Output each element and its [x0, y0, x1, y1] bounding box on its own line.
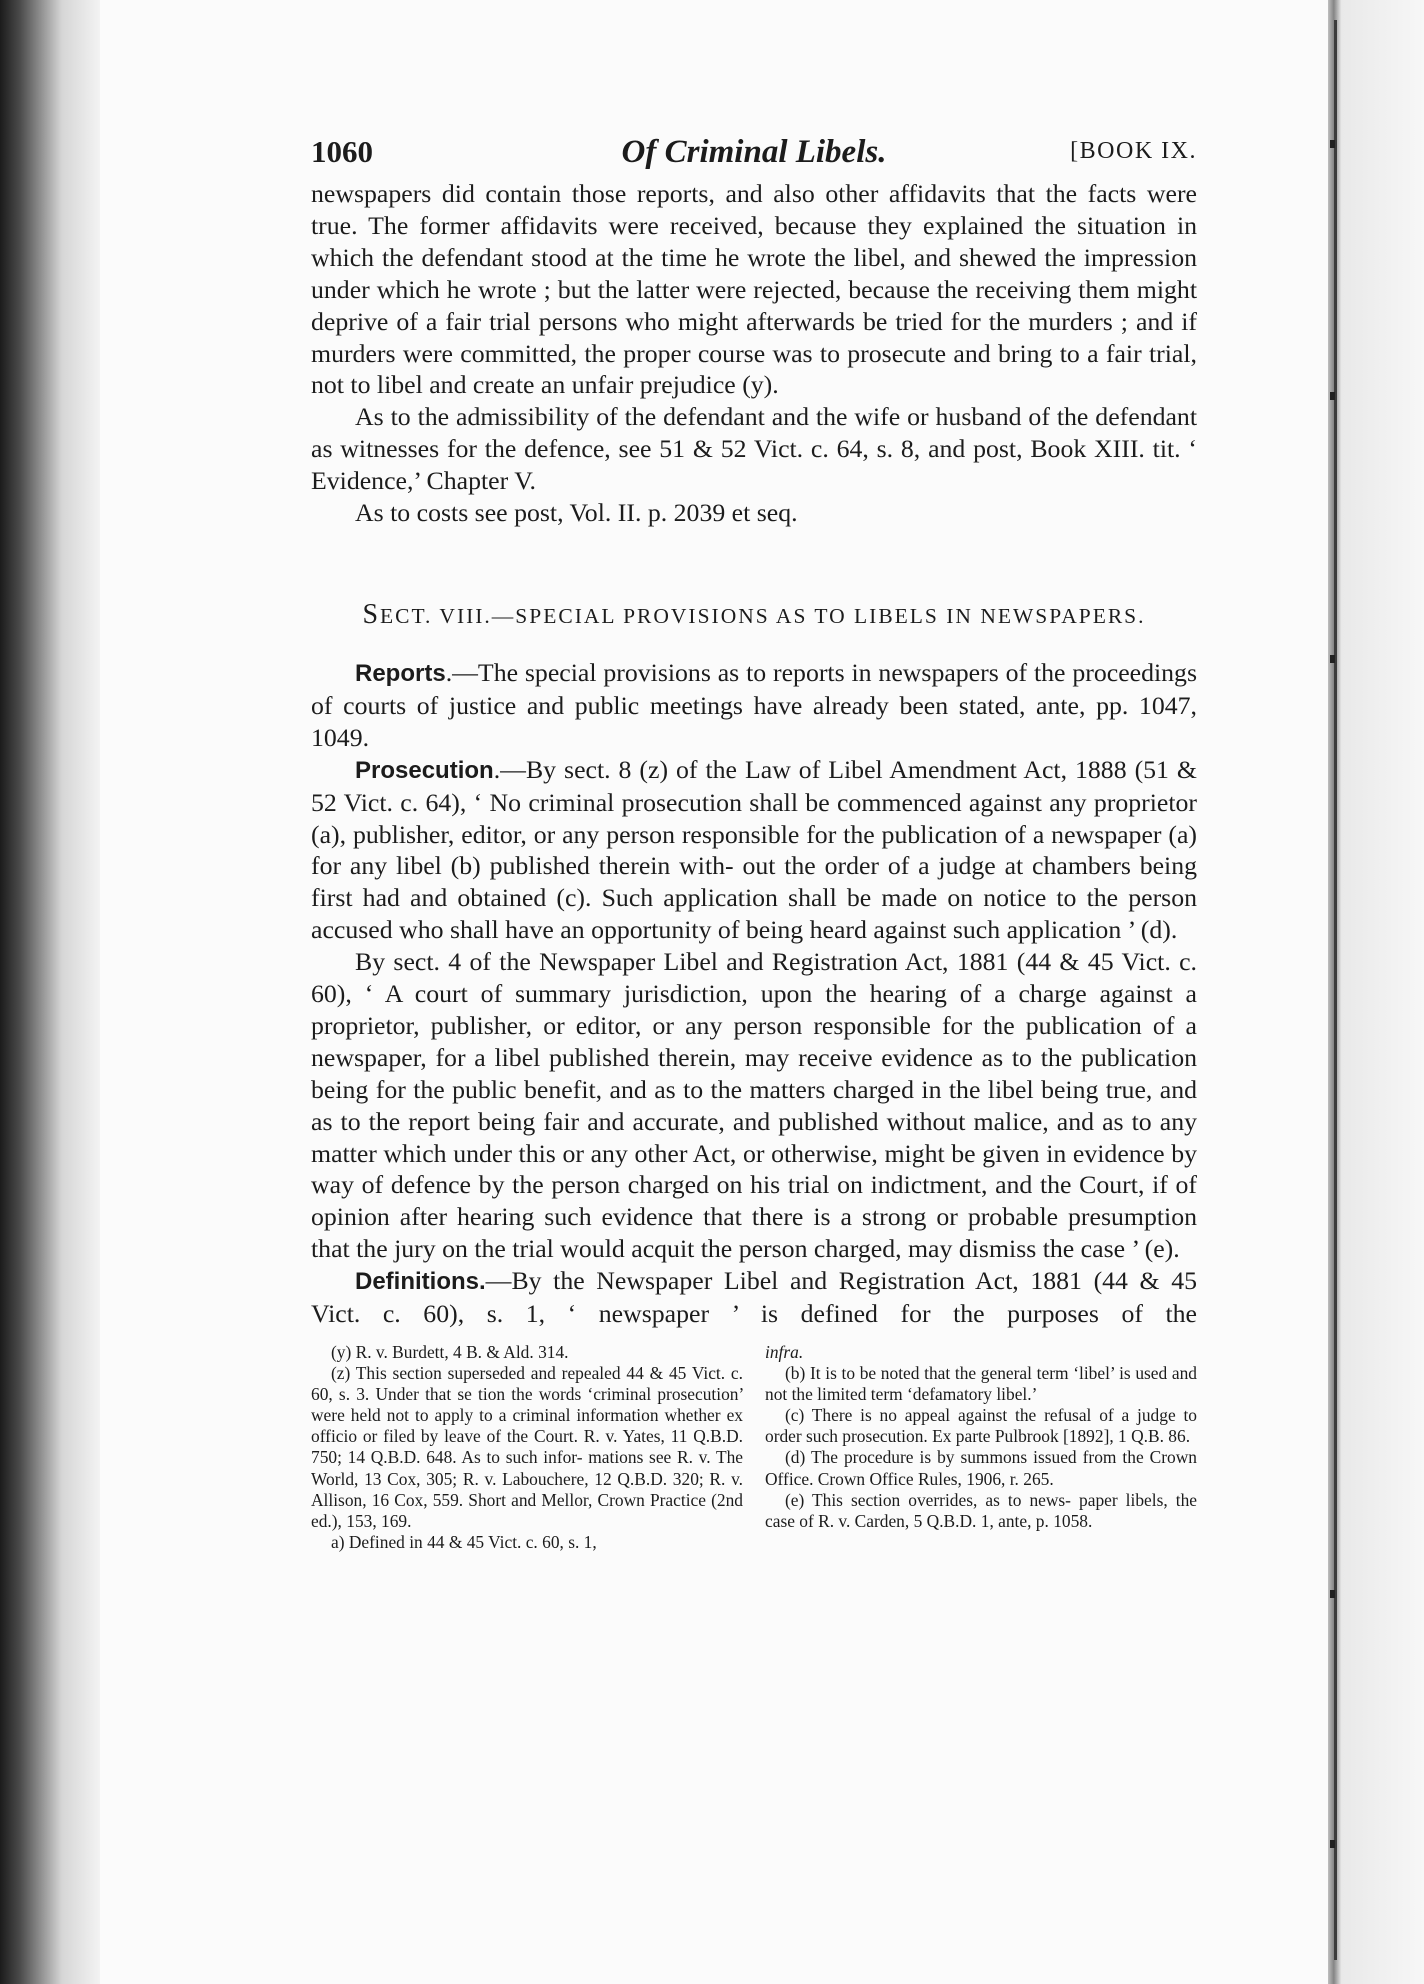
text-line: being fair and accurate, and published without malice, and as to any — [477, 1106, 1198, 1136]
text-line: By sect. 4 of the Newspaper Libel and Registration Act, 1881 (44 & 45 — [355, 947, 1114, 977]
footnote-line: (e) This section overrides, as to news- — [785, 1489, 1071, 1510]
headword-prosecution: Prosecution — [355, 756, 494, 784]
text-line: trial, not to libel and create an unfair prejudice (y). — [311, 338, 1197, 400]
text-line: the publication of a newspaper (a) for any libel (b) published therein with- — [311, 819, 1197, 881]
paragraph-prosecution — [311, 754, 1197, 946]
footnote-e — [765, 1490, 1197, 1532]
text-line: As to costs see post, Vol. II. p. 2039 et seq. — [355, 498, 798, 528]
footnote-line: (z) This section superseded and repealed — [331, 1363, 621, 1384]
footnotes-left-column — [311, 1342, 743, 1553]
running-header — [311, 134, 1197, 178]
text-line: newspapers did contain those reports, and also other affidavits that the — [311, 179, 1078, 208]
footnote-line: leave of the Court. R. v. Yates, 11 Q.B.D. — [444, 1426, 743, 1447]
page-edge-line — [1334, 20, 1337, 1960]
text-line: indictment, and the Court, if of opinion after hearing such evidence that — [311, 1170, 1197, 1232]
footnote-line: Allison, 16 Cox, 559. Short and Mellor, — [311, 1489, 593, 1510]
page-number: 1060 — [311, 134, 373, 169]
footnote-line: mations see R. v. The World, 13 Cox, 305; — [311, 1447, 743, 1489]
page-text — [311, 134, 1197, 1553]
text-line: have an opportunity of being heard against such application ’ (d). — [505, 915, 1178, 945]
text-line: were committed, the proper course was to prosecute and bring to a fair — [402, 338, 1142, 368]
footnote-line: Q.B.D. 1, ante, p. 1058. — [926, 1510, 1093, 1531]
edge-mark — [1330, 655, 1335, 663]
text-line: persons who might afterwards be tried for the murders ; and if murders — [311, 306, 1197, 368]
running-title: Of Criminal Libels. — [621, 134, 887, 170]
text-line: Such application shall be made on notice to the person accused who shall — [311, 883, 1197, 945]
text-line: stated, ante, pp. 1047, 1049. — [311, 690, 1197, 752]
footnote-c — [765, 1405, 1197, 1447]
footnote-line: se tion the words ‘criminal prosecution’ — [457, 1384, 743, 1405]
scan-right-edge — [1328, 0, 1424, 1984]
text-line: facts were true. The former affidavits were received, because they — [311, 179, 1197, 240]
footnote-line: 44 & 45 Vict. c. 60, s. 3. Under that — [311, 1363, 743, 1405]
footnote-line: (d) The procedure is by summons issued — [785, 1447, 1077, 1468]
footnote-line: Ex parte Pulbrook [1892], 1 Q.B. 86. — [932, 1426, 1191, 1447]
text-line: Vict. c. 60), ‘ A court of summary jurisdiction, upon the hearing of a — [311, 947, 1197, 1009]
paragraph-continued — [311, 178, 1197, 401]
book-reference: [BOOK IX. — [1070, 138, 1197, 164]
edge-mark — [1330, 1590, 1335, 1598]
text-line: receive evidence as to the publication being for the public benefit, and — [311, 1042, 1198, 1104]
text-line: the libel, and shewed the impression under which he wrote ; but the latter — [311, 242, 1198, 304]
footnote-line: paper libels, the case of R. v. Carden, 5 — [765, 1489, 1197, 1531]
footnotes-right-column — [765, 1342, 1197, 1553]
footnote-line: (y) R. v. Burdett, 4 B. & Ald. 314. — [331, 1342, 569, 1362]
footnote-line: Crown Practice (2nd ed.), 153, 169. — [311, 1489, 743, 1531]
text-line: charge against a proprietor, publisher, or editor, or any person responsible — [311, 979, 1197, 1040]
text-line: .—By sect. 8 (z) of the Law of Libel Amendment Act, — [493, 754, 1068, 784]
edge-mark — [1330, 1840, 1335, 1848]
footnote-line: Rules, 1906, r. 265. — [917, 1468, 1054, 1489]
text-line: acquit the person charged, may dismiss the case ’ (e). — [631, 1234, 1180, 1264]
text-line: the defendant as witnesses for the defence, see 51 & 52 Vict. c. 64, s. 8, — [311, 402, 1198, 464]
paragraph-definitions — [311, 1265, 1197, 1330]
text-line: As to the admissibility of the defendant and the wife or husband of — [355, 402, 1050, 432]
headword-definitions: Definitions. — [355, 1268, 486, 1296]
footnote-line: (b) It is to be noted that the general — [785, 1363, 1032, 1384]
text-line: .—The special provisions as to reports in newspapers of the — [445, 657, 1066, 687]
footnote-line: from the Crown Office. Crown Office — [765, 1447, 1197, 1489]
text-line: —By the Newspaper Libel and Registration Act, 1881 — [485, 1266, 1082, 1296]
paragraph-summary-jurisdiction — [311, 946, 1197, 1265]
footnote-a-continued — [765, 1342, 1197, 1363]
headword-reports: Reports — [355, 659, 446, 687]
footnote-z — [311, 1363, 743, 1532]
text-line: in evidence by way of defence by the person charged on his trial on — [311, 1138, 1197, 1200]
text-line: (44 & 45 Vict. c. 60), s. 1, ‘ newspaper ’ is defined for the purposes of the — [311, 1266, 1198, 1329]
footnote-line: R. v. Labouchere, 12 Q.B.D. 320; R. v. — [462, 1468, 743, 1489]
text-line: were rejected, because the receiving them might deprive of a fair trial — [311, 274, 1197, 336]
edge-mark — [1330, 140, 1335, 148]
footnote-line: 750; 14 Q.B.D. 648. As to such infor- — [311, 1447, 583, 1468]
footnote-line: term ‘defamatory libel.’ — [870, 1384, 1038, 1405]
text-line: explained the situation in which the defendant stood at the time he wrote — [311, 210, 1198, 272]
paragraph-reports — [311, 657, 1197, 754]
footnote-y — [311, 1342, 743, 1363]
footnote-line: (c) There is no appeal against the refusal — [785, 1405, 1092, 1426]
text-line: against any proprietor (a), publisher, editor, or any person responsible for — [311, 787, 1197, 849]
text-line: for the publication of a newspaper, for a libel published therein, may — [311, 1010, 1197, 1072]
edge-mark — [1330, 392, 1335, 400]
text-line: and post, Book XIII. tit. ‘ Evidence,’ Chapter V. — [311, 434, 1197, 496]
footnote-b — [765, 1363, 1197, 1405]
section-heading: SECT. VIII.—SPECIAL PROVISIONS AS TO LIBELS IN NEWSPAPERS. — [362, 598, 1146, 630]
text-line: out the order of a judge at chambers being first had and obtained (c). — [311, 851, 1198, 913]
footnote-d — [765, 1447, 1197, 1489]
footnote-a — [311, 1532, 743, 1553]
footnote-line: a) Defined in 44 & 45 Vict. c. 60, s. 1, — [331, 1531, 597, 1552]
footnotes — [311, 1342, 1197, 1553]
scan-left-edge — [0, 0, 100, 1984]
text-line: 1888 (51 & 52 Vict. c. 64), ‘ No criminal prosecution shall be commenced — [311, 754, 1197, 817]
paragraph-costs — [311, 497, 1197, 529]
text-line: there is a strong or probable presumption that the jury on the trial would — [311, 1202, 1197, 1264]
footnote-line: term ‘libel’ is used and not the limited — [765, 1363, 1198, 1405]
text-line: proceedings of courts of justice and public meetings have already been — [311, 657, 1197, 720]
footnote-line: information whether ex officio or filed by — [311, 1405, 743, 1447]
footnote-line: infra. — [765, 1342, 804, 1362]
footnote-line: of a judge to order such prosecution. — [765, 1405, 1197, 1447]
text-line: matter which under this or any other Act, or otherwise, might be given — [311, 1138, 1040, 1168]
paragraph-witnesses — [311, 401, 1197, 497]
footnote-line: were held not to apply to a criminal — [311, 1405, 571, 1426]
text-line: as to the matters charged in the libel being true, and as to the report — [311, 1074, 1198, 1136]
